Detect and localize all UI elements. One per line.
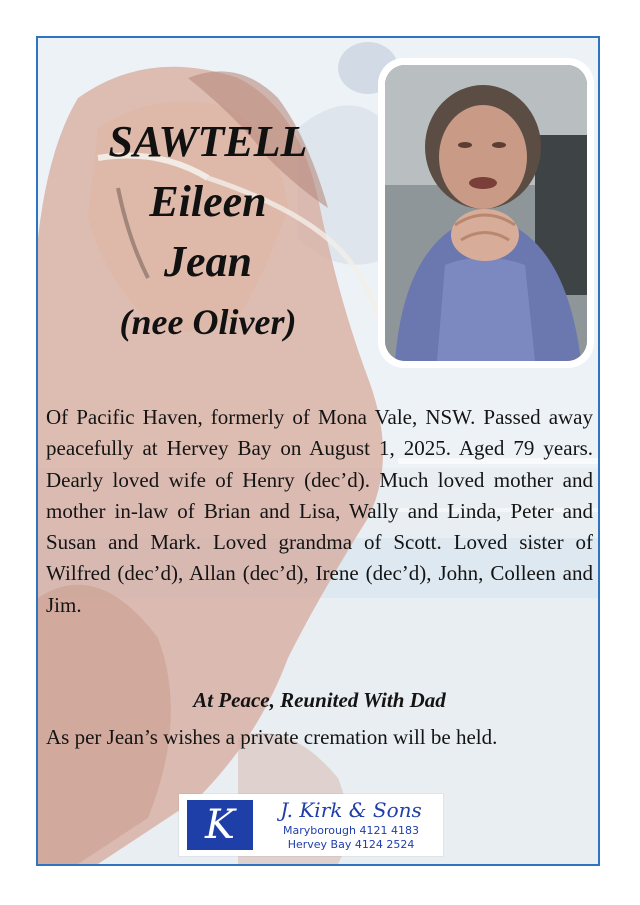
hervey-bay-phone: Hervey Bay 4124 2524 — [287, 838, 415, 851]
deceased-name-block — [58, 112, 358, 352]
kirk-monogram-icon: K — [187, 800, 253, 850]
portrait-frame — [378, 58, 594, 368]
portrait-photo — [385, 65, 587, 361]
maryborough-phone: Maryborough 4121 4183 — [283, 824, 419, 837]
surname: SAWTELL — [108, 117, 308, 166]
memorial-motto: At Peace, Reunited With Dad — [193, 688, 446, 712]
obituary-text: Of Pacific Haven, formerly of Mona Vale, NSW. Passed away peacefully at Hervey Bay on August 1, 2025. Aged 79 years. Dearly loved wife of Henry (dec’d). Much loved mother and mother in-law of Brian and Lisa, Wally and Linda, Peter and Susan and Mark. Loved grandma of Scott. Loved sister of Wilfred (dec’d), Allan (dec’d), Irene (dec’d), John, Colleen and Jim. — [46, 405, 593, 617]
death-notice — [36, 36, 600, 866]
cremation-note: As per Jean’s wishes a private cremation will be held. — [46, 725, 498, 749]
funeral-director-logo — [179, 794, 443, 856]
maiden-name: (nee Oliver) — [119, 302, 297, 342]
notice-content — [38, 38, 598, 864]
first-name: Eileen — [149, 177, 267, 226]
portrait-illustration — [385, 65, 587, 361]
funeral-director-name: J. Kirk & Sons — [280, 798, 422, 822]
middle-name: Jean — [164, 237, 252, 286]
